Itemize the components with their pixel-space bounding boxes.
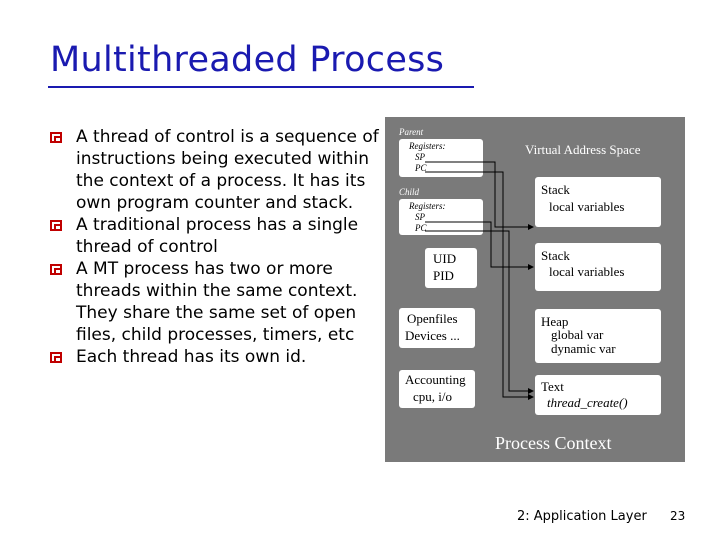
child-sp-arrow: [425, 222, 533, 267]
bullet-text-3: A MT process has two or more threads within the same context. They share the same set of open files, child processes, timers, etc: [76, 259, 358, 345]
accounting-label: Accounting: [405, 372, 466, 387]
pointer-arrows: [385, 117, 685, 462]
slide-title: Multithreaded Process: [50, 40, 445, 80]
footer-page-number: 23: [670, 509, 686, 523]
devices-label: Devices ...: [405, 328, 460, 343]
child-sp-label: SP: [415, 212, 425, 222]
vas-label: Virtual Address Space: [525, 142, 641, 157]
heap-title: Heap: [541, 314, 569, 329]
child-registers-label: Registers:: [409, 201, 446, 211]
bullet-icon: [50, 132, 62, 143]
pid-label: PID: [433, 268, 454, 283]
stack2-title: Stack: [541, 248, 570, 263]
child-pc-arrow: [425, 231, 533, 391]
parent-pc-arrow: [425, 172, 533, 397]
text-body: thread_create(): [547, 395, 628, 410]
bullet-icon: [50, 220, 62, 231]
parent-pc-label: PC: [415, 163, 427, 173]
bullet-text-1: A thread of control is a sequence of instructions being executed within the context of a process. It has its own program counter and stack.: [76, 127, 379, 213]
process-context-label: Process Context: [495, 433, 612, 453]
bullet-item-2: [50, 214, 380, 258]
text-title: Text: [541, 379, 564, 394]
uid-label: UID: [433, 251, 457, 266]
parent-registers-label: Registers:: [409, 141, 446, 151]
process-diagram: [385, 117, 685, 462]
cpu-io-label: cpu, i/o: [413, 389, 452, 404]
child-pc-label: PC: [415, 223, 427, 233]
bullet-icon: [50, 352, 62, 363]
parent-label: Parent: [399, 127, 424, 137]
parent-sp-label: SP: [415, 152, 425, 162]
child-label: Child: [399, 187, 420, 197]
stack1-body: local variables: [549, 199, 625, 214]
heap-line2: dynamic var: [551, 341, 616, 356]
bullet-text-2: A traditional process has a single thread of control: [76, 215, 359, 257]
bullet-item-3: [50, 258, 380, 346]
stack2-body: local variables: [549, 264, 625, 279]
bullet-item-1: [50, 126, 380, 214]
bullet-item-4: [50, 346, 380, 368]
bullet-list: [50, 126, 380, 368]
footer-chapter: 2: Application Layer: [517, 509, 647, 524]
openfiles-label: Openfiles: [407, 311, 458, 326]
bullet-text-4: Each thread has its own id.: [76, 347, 307, 367]
stack1-title: Stack: [541, 182, 570, 197]
heap-line1: global var: [551, 327, 604, 342]
title-underline: [48, 86, 474, 88]
bullet-icon: [50, 264, 62, 275]
